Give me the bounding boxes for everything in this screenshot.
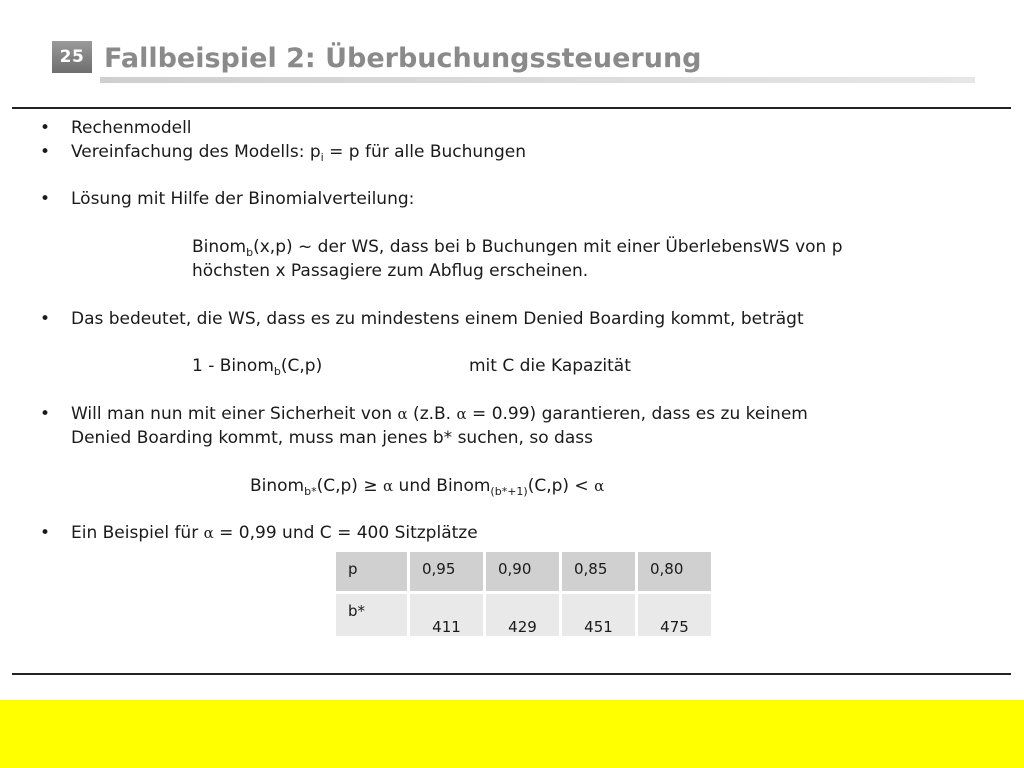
bullet-rechenmodell: Rechenmodell bbox=[71, 118, 192, 138]
bullet-marker: • bbox=[40, 142, 51, 162]
table-cell: 0,80 bbox=[638, 552, 714, 591]
table-cell: 0,85 bbox=[562, 552, 638, 591]
table-cell: 429 bbox=[486, 591, 562, 636]
formula-note: mit C die Kapazität bbox=[469, 356, 631, 376]
slide-number: 25 bbox=[59, 47, 85, 67]
bullet-marker: • bbox=[40, 404, 51, 424]
bullet-loesung: Lösung mit Hilfe der Binomialverteilung: bbox=[71, 189, 415, 209]
table-cell: b* bbox=[336, 591, 410, 636]
definition-line-2: höchsten x Passagiere zum Abflug erscheinen. bbox=[192, 261, 589, 281]
slide-title: Fallbeispiel 2: Überbuchungssteuerung bbox=[104, 43, 702, 74]
bullet-beispiel: Ein Beispiel für α = 0,99 und C = 400 Sitzplätze bbox=[71, 523, 478, 543]
table-cell: 451 bbox=[562, 591, 638, 636]
bullet-marker: • bbox=[40, 118, 51, 138]
bullet-vereinfachung: Vereinfachung des Modells: $p_i = p$ für alle Buchungen bbox=[71, 142, 526, 164]
bullet-marker: • bbox=[40, 189, 51, 209]
table-cell: 0,95 bbox=[410, 552, 486, 591]
table-row-b-star bbox=[336, 591, 714, 636]
bullet-sicherheit-line-1: Will man nun mit einer Sicherheit von α (z.B. α = 0.99) garantieren, dass es zu keinem bbox=[71, 404, 808, 424]
bullet-marker: • bbox=[40, 523, 51, 543]
table-cell: p bbox=[336, 552, 410, 591]
table-cell: 0,90 bbox=[486, 552, 562, 591]
bullet-bedeutung: Das bedeutet, die WS, dass es zu mindestens einem Denied Boarding kommt, beträgt bbox=[71, 309, 804, 329]
formula-denied-boarding: 1 - Binom$_b$(C,p) bbox=[192, 356, 323, 378]
bullet-sicherheit-line-2: Denied Boarding kommt, muss man jenes b* suchen, so dass bbox=[71, 428, 593, 448]
bullet-marker: • bbox=[40, 309, 51, 329]
table-cell: 411 bbox=[410, 591, 486, 636]
definition-line-1: Binom$_b$(x,p) ~ der WS, dass bei b Buchungen mit einer ÜberlebensWS von p bbox=[192, 237, 843, 259]
example-table bbox=[336, 552, 714, 636]
table-row-p bbox=[336, 552, 714, 591]
bottom-divider bbox=[12, 673, 1011, 675]
table-cell: 475 bbox=[638, 591, 714, 636]
formula-b-star: Binom$_{b*}$(C,p) ≥ α und Binom$_{(b*+1)}$(C,p) < α bbox=[250, 476, 605, 498]
footer-bar bbox=[0, 700, 1024, 768]
